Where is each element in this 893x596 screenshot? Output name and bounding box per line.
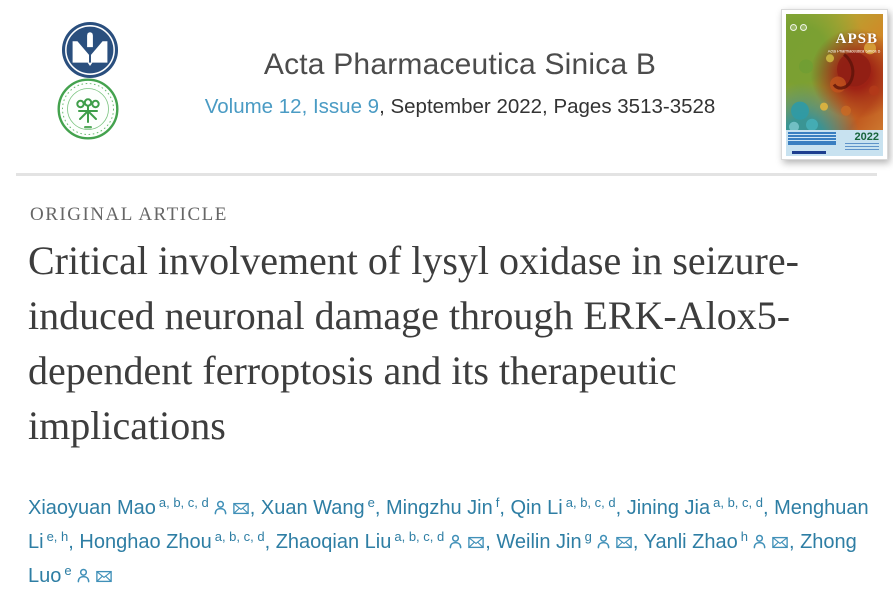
header-divider [16, 173, 877, 176]
author-email-icon[interactable] [616, 527, 632, 560]
author-profile-icon[interactable] [448, 527, 463, 560]
author-mingzhu-jin[interactable]: Mingzhu Jin $^f$ [386, 495, 500, 519]
author-zhong-luo[interactable]: Zhong Luo $^e$ [28, 531, 857, 587]
journal-header [140, 48, 780, 119]
cover-journal-name: Acta Pharmaceutica Sinica B [827, 50, 880, 55]
author-jining-jia[interactable]: Jining Jia $^{a, b, c, d}$ [626, 495, 763, 519]
author-weilin-jin[interactable]: Weilin Jin $^g$ [496, 531, 632, 553]
author-profile-icon[interactable] [76, 561, 91, 594]
pharmaceutical-society-seal [57, 78, 119, 140]
author-email-icon[interactable] [772, 527, 788, 560]
author-zhaoqian-liu[interactable]: Zhaoqian Liu $^{a, b, c, d}$ [276, 531, 486, 553]
article-title: Critical involvement of lysyl oxidase in seizure-induced neuronal damage through ERK-Alox5-dependent ferroptosis and its therapeutic implications [28, 238, 799, 448]
author-email-icon[interactable] [468, 527, 484, 560]
author-profile-icon[interactable] [213, 493, 228, 526]
volume-issue-link[interactable]: Volume 12, Issue 9 [204, 95, 380, 118]
cover-microtext [845, 143, 879, 152]
author-qin-li[interactable]: Qin Li $^{a, b, c, d}$ [510, 495, 616, 519]
cover-bottom-band [786, 130, 883, 156]
author-email-icon[interactable] [96, 561, 112, 594]
cover-info-box [788, 132, 836, 145]
author-profile-icon[interactable] [596, 527, 611, 560]
m-book-logo-icon [61, 21, 119, 79]
author-menghuan-li[interactable]: Menghuan Li $^{e, h}$ [28, 497, 869, 553]
cover-journal-abbrev: APSB [835, 31, 878, 47]
author-honghao-zhou[interactable]: Honghao Zhou $^{a, b, c, d}$ [79, 529, 265, 553]
journal-monogram-logo [61, 21, 119, 79]
journal-cover-thumbnail[interactable] [781, 9, 888, 160]
journal-title: Acta Pharmaceutica Sinica B [263, 48, 657, 81]
author-profile-icon[interactable] [752, 527, 767, 560]
cover-year: 2022 [854, 131, 879, 143]
author-xiaoyuan-mao[interactable]: Xiaoyuan Mao $^{a, b, c, d}$ [28, 497, 250, 519]
green-seal-icon [57, 78, 119, 140]
cover-artwork [786, 14, 883, 156]
author-email-icon[interactable] [233, 493, 249, 526]
author-yanli-zhao[interactable]: Yanli Zhao $^h$ [644, 531, 789, 553]
cover-publisher-mark [792, 151, 826, 154]
issue-line [140, 95, 780, 119]
cover-emblem-icons [790, 18, 810, 36]
issue-date-pages: , September 2022, Pages 3513-3528 [379, 95, 716, 118]
author-list: Xiaoyuan Mao $^{a, b, c, d}$ , Xuan Wang $^e$, Mingzhu Jin $^f$, Qin Li $^{a, b, c, d}$, Jining Jia $^{a, b, c, d}$, Menghuan Li $^{e, h}$, Honghao Zhou $^{a, b, c, d}$, Zhaoqian Liu $^{a, b, c, d}$ , Weilin Jin $^g$ , Yanli Zhao $^h$ , Zhong Luo $^e$ [28, 492, 873, 594]
section-label: ORIGINAL ARTICLE [30, 204, 228, 225]
author-xuan-wang[interactable]: Xuan Wang $^e$ [260, 495, 375, 519]
